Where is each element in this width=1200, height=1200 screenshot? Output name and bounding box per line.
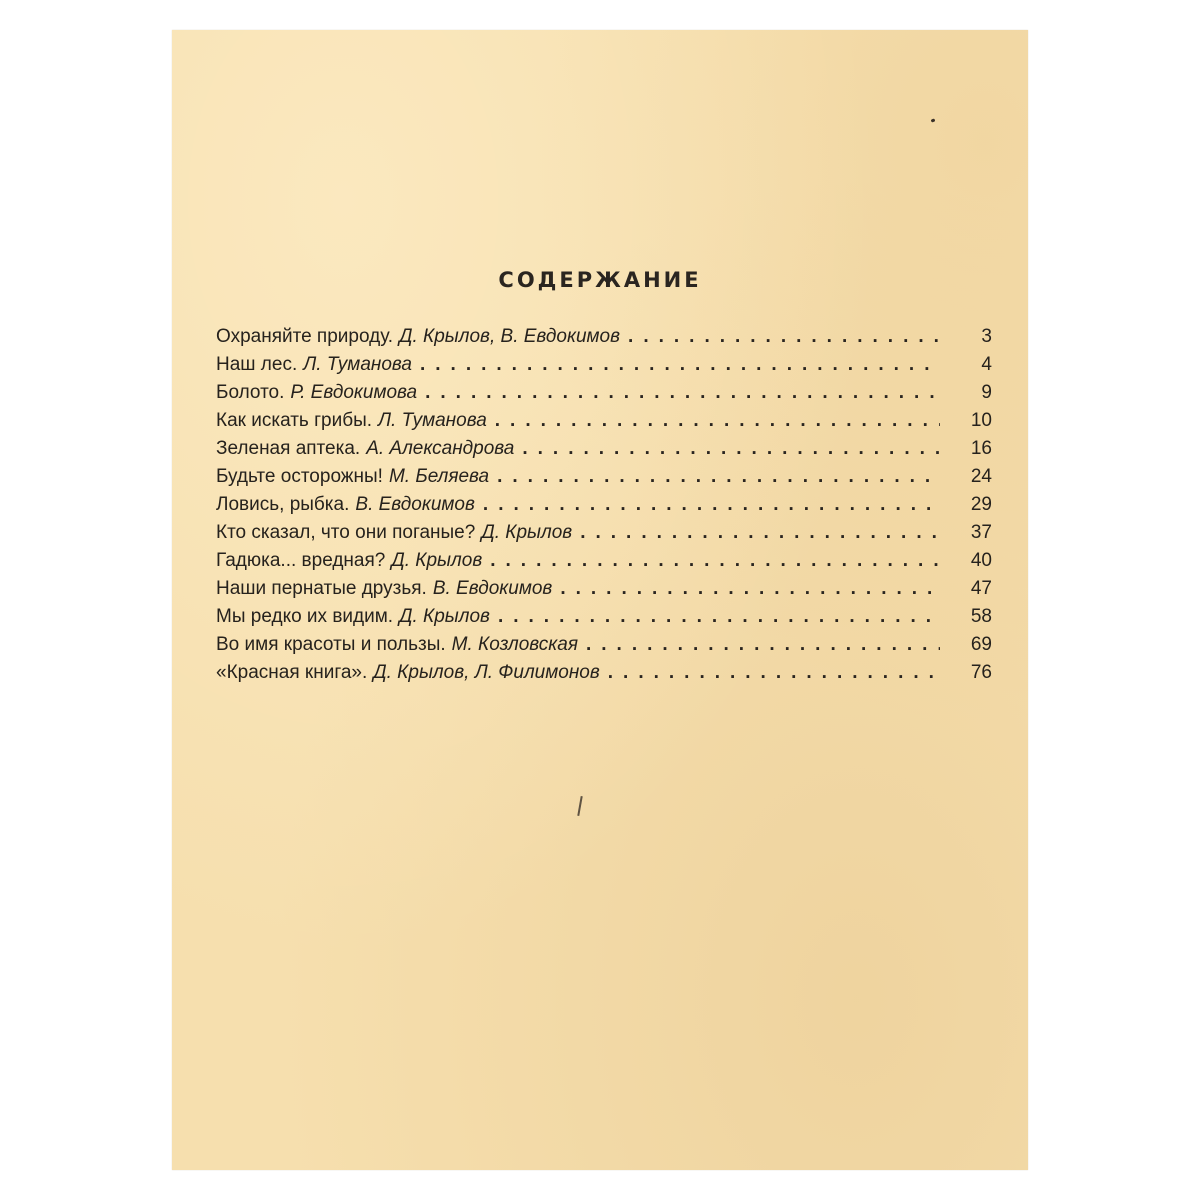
toc-dot-leader (425, 379, 940, 407)
toc-entry-page: 47 (970, 578, 992, 599)
toc-entry-author: В. Евдокимов (355, 494, 475, 515)
toc-entry (216, 659, 992, 687)
toc-entry-author: Д. Крылов, В. Евдокимов (399, 326, 621, 347)
toc-dot-leader (483, 491, 940, 519)
toc-entry-title: Наши пернатые друзья. (216, 578, 427, 599)
toc-entry-page: 58 (970, 606, 992, 627)
toc-entry (216, 435, 992, 463)
toc-dot-leader (420, 351, 940, 379)
toc-dot-leader (497, 463, 940, 491)
toc-entry (216, 491, 992, 519)
toc-entry-title: Мы редко их видим. (216, 606, 394, 627)
toc-entry (216, 519, 992, 547)
toc-entry-title: «Красная книга». (216, 662, 368, 683)
toc-dot-leader (495, 407, 940, 435)
toc-entry (216, 379, 992, 407)
ink-speck (931, 118, 936, 122)
toc-entry-page: 69 (970, 634, 992, 655)
toc-entry (216, 631, 992, 659)
toc-entry-title: Наш лес. (216, 354, 298, 375)
toc-entry-title: Гадюка... вредная? (216, 550, 386, 571)
toc-entry (216, 323, 992, 351)
toc-entry-author: В. Евдокимов (432, 578, 553, 599)
toc-entry-title: Будьте осторожны! (216, 466, 383, 487)
toc-entry-author: М. Беляева (388, 466, 490, 487)
toc-entry (216, 351, 992, 379)
toc-entry-page: 76 (970, 662, 992, 683)
toc-entry-title: Ловись, рыбка. (216, 494, 350, 515)
toc-dot-leader (560, 575, 940, 603)
toc-entry-author: Д. Крылов (481, 522, 573, 543)
toc-entry-title: Во имя красоты и пользы. (216, 634, 446, 655)
toc-entry-page: 16 (970, 438, 992, 459)
toc-entry-title: Болото. (216, 382, 285, 403)
toc-entry-title: Как искать грибы. (216, 410, 373, 431)
toc-entry-page: 4 (981, 354, 992, 375)
toc-entry (216, 603, 992, 631)
toc-entry-page: 40 (970, 550, 992, 571)
toc-entry-author: Д. Крылов, Л. Филимонов (373, 662, 600, 683)
contents-heading: СОДЕРЖАНИЕ (498, 268, 702, 292)
toc-entry-title: Охраняйте природу. (216, 326, 394, 347)
toc-entry-author: Л. Туманова (378, 410, 487, 431)
toc-entry-page: 29 (970, 494, 992, 515)
toc-dot-leader (586, 631, 940, 659)
toc-entry-page: 3 (981, 326, 992, 347)
toc-entry-author: Л. Туманова (303, 354, 412, 375)
toc-dot-leader (580, 519, 940, 547)
toc-dot-leader (628, 323, 940, 351)
toc-entry-author: А. Александрова (366, 438, 515, 459)
toc-dot-leader (608, 659, 940, 687)
toc-entry-author: Р. Евдокимова (290, 382, 418, 403)
toc-entry-author: М. Козловская (451, 634, 578, 655)
toc-dot-leader (522, 435, 940, 463)
pencil-mark (577, 796, 582, 816)
toc-entry-title: Кто сказал, что они поганые? (216, 522, 476, 543)
table-of-contents (216, 323, 992, 687)
toc-entry-page: 37 (970, 522, 992, 543)
toc-entry-page: 24 (970, 466, 992, 487)
toc-entry (216, 575, 992, 603)
toc-entry-title: Зеленая аптека. (216, 438, 361, 459)
toc-entry-page: 9 (981, 382, 992, 403)
toc-dot-leader (498, 603, 940, 631)
toc-entry (216, 547, 992, 575)
toc-entry-page: 10 (970, 410, 992, 431)
toc-entry (216, 463, 992, 491)
toc-entry-author: Д. Крылов (399, 606, 490, 627)
toc-entry-author: Д. Крылов (391, 550, 483, 571)
toc-entry (216, 407, 992, 435)
book-page (172, 30, 1028, 1170)
toc-dot-leader (490, 547, 940, 575)
